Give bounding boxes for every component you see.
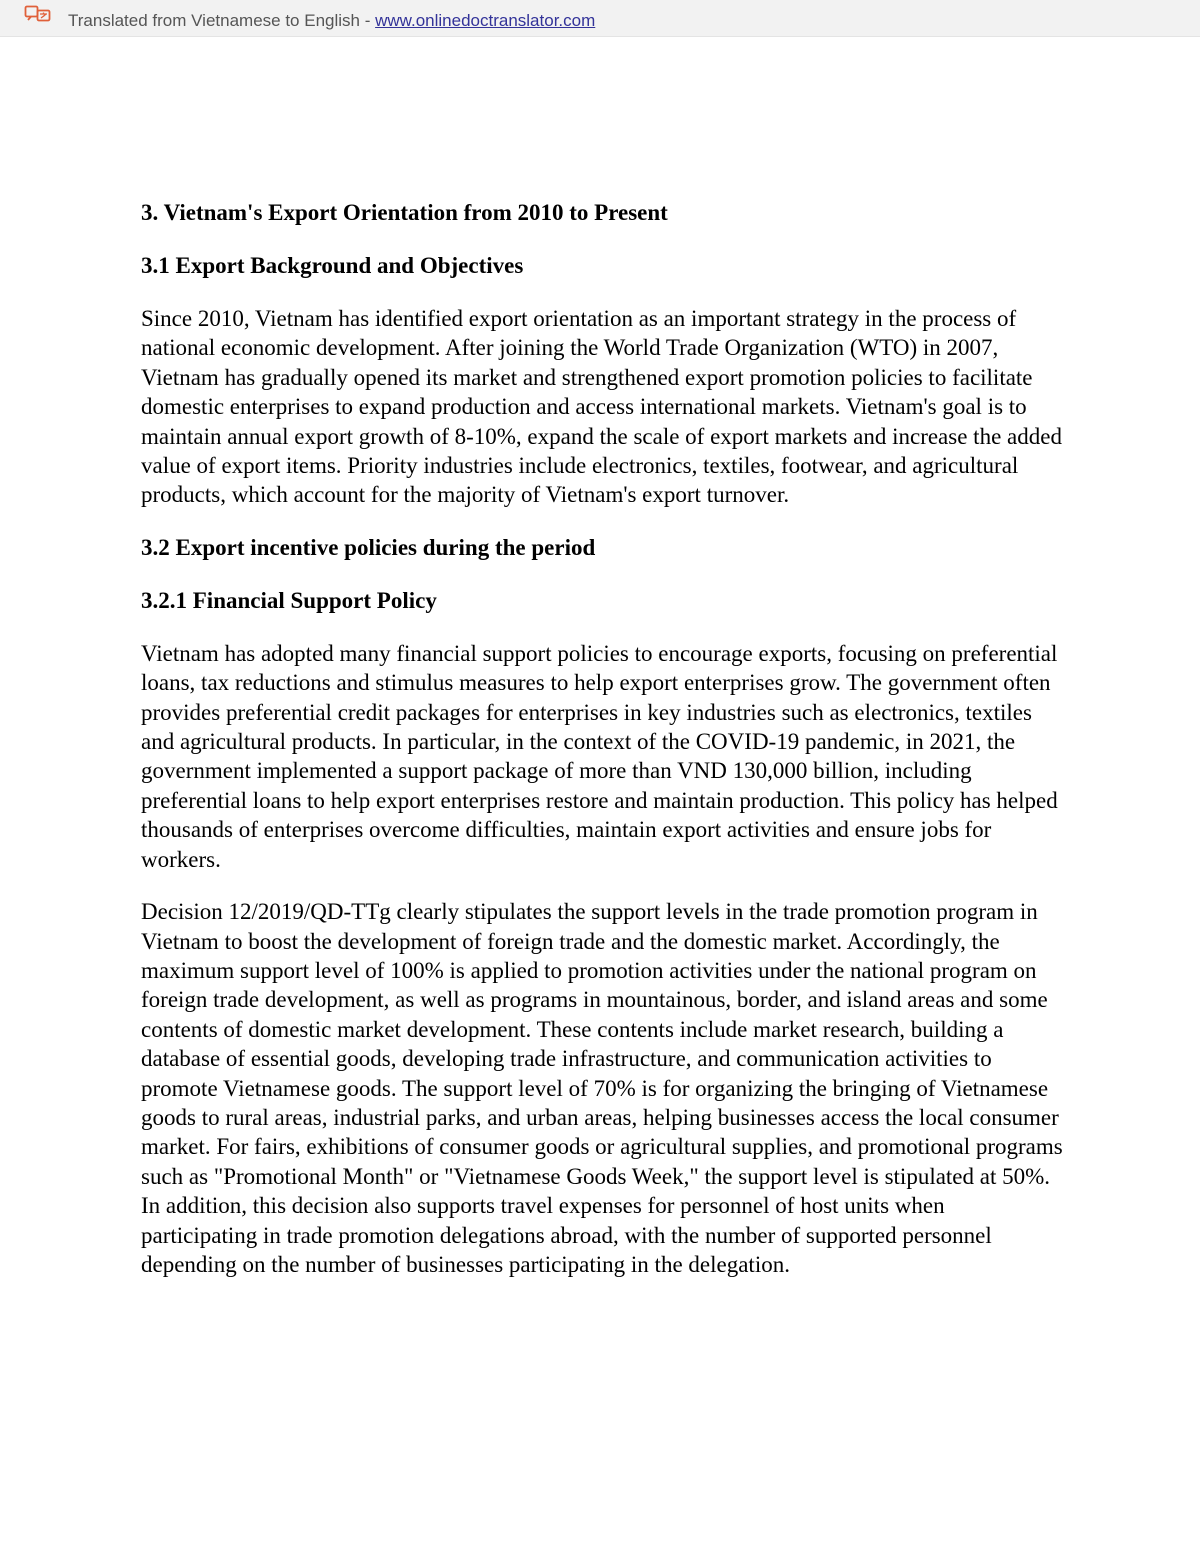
subsection-heading-incentives: 3.2 Export incentive policies during the period xyxy=(141,534,596,560)
translate-icon xyxy=(24,5,52,23)
subsubsection-heading-financial: 3.2.1 Financial Support Policy xyxy=(141,587,437,613)
paragraph-financial-support: Vietnam has adopted many financial support policies to encourage exports, focusing on preferential loans, tax reductions and stimulus measures to help export enterprises grow. The government often provides preferential credit packages for enterprises in key industries such as electronics, textiles and agricultural products. In particular, in the context of the COVID-19 pandemic, in 2021, the government implemented a support package of more than VND 130,000 billion, including preferential loans to help export enterprises restore and maintain production. This policy has helped thousands of enterprises overcome difficulties, maintain export activities and ensure jobs for workers. xyxy=(141,640,1058,872)
subsection-heading-background: 3.1 Export Background and Objectives xyxy=(141,253,524,278)
paragraph-decision: Decision 12/2019/QD-TTg clearly stipulates the support levels in the trade promotion program in Vietnam to boost the development of foreign trade and the domestic market. Accordingly, the maximum support level of 100% is applied to promotion activities under the national program on foreign trade development, as well as programs in mountainous, border, and island areas and some contents of domestic market development. These contents include market research, building a database of essential goods, developing trade infrastructure, and communication activities to promote Vietnamese goods. The support level of 70% is for organizing the bringing of Vietnamese goods to rural areas, industrial parks, and urban areas, helping businesses access the local consumer market. For fairs, exhibitions of consumer goods or agricultural supplies, and promotional programs such as "Promotional Month" or "Vietnamese Goods Week," the support level is stipulated at 50%. In addition, this decision also supports travel expenses for personnel of host units when participating in trade promotion delegations abroad, with the number of supported personnel depending on the number of businesses participating in the delegation. xyxy=(141,899,1063,1277)
translation-banner xyxy=(0,0,1200,37)
banner-prefix: Translated from Vietnamese to English - xyxy=(68,11,376,30)
translator-link[interactable]: www.onlinedoctranslator.com xyxy=(375,11,596,30)
paragraph-background: Since 2010, Vietnam has identified export orientation as an important strategy in the process of national economic development. After joining the World Trade Organization (WTO) in 2007, Vietnam has gradually opened its market and strengthened export promotion policies to facilitate domestic enterprises to expand production and access international markets. Vietnam's goal is to maintain annual export growth of 8-10%, expand the scale of export markets and increase the added value of export items. Priority industries include electronics, textiles, footwear, and agricultural products, which account for the majority of Vietnam's export turnover. xyxy=(141,306,1062,508)
section-heading: 3. Vietnam's Export Orientation from 2010 to Present xyxy=(141,200,668,225)
banner-text xyxy=(68,10,595,32)
document-body xyxy=(141,198,1066,1302)
